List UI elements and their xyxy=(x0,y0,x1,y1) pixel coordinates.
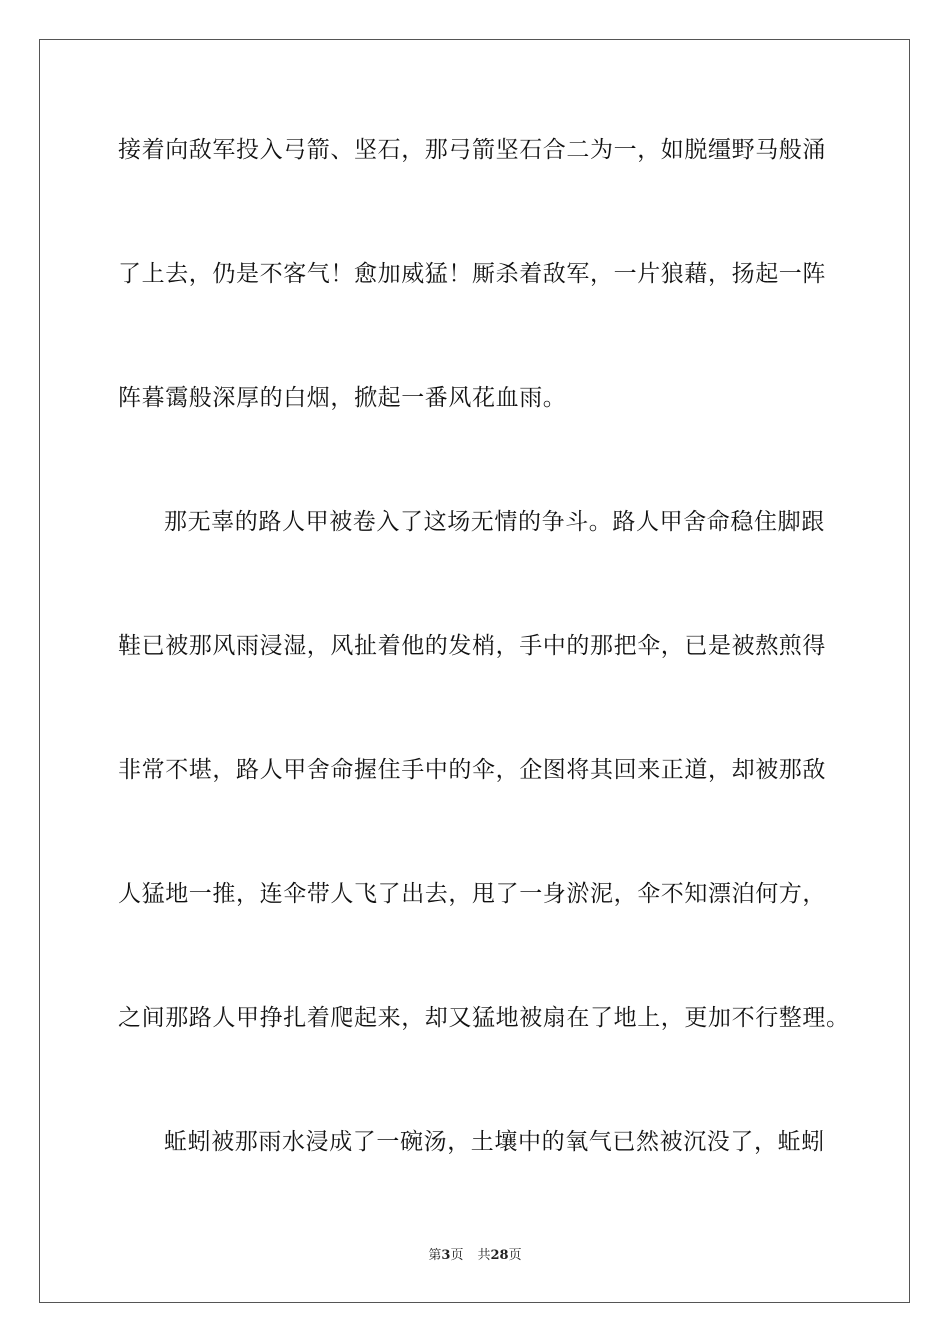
paragraph-2-line-3: 非常不堪，路人甲舍命握住手中的伞，企图将其回来正道，却被那敌 xyxy=(118,757,826,783)
footer-total-suffix: 页 xyxy=(508,1248,522,1263)
page-footer xyxy=(0,1247,950,1265)
text-line-2: 了上去，仍是不客气！愈加威猛！厮杀着敌军，一片狼藉，扬起一阵 xyxy=(118,261,826,287)
footer-page-prefix: 第 xyxy=(428,1248,442,1263)
paragraph-2-line-5: 之间那路人甲挣扎着爬起来，却又猛地被扇在了地上，更加不行整理。 xyxy=(118,1005,850,1031)
paragraph-2-line-1: 那无辜的路人甲被卷入了这场无情的争斗。路人甲舍命稳住脚跟 xyxy=(164,509,825,535)
footer-page-number: 3 xyxy=(441,1248,451,1263)
paragraph-2-line-4: 人猛地一推，连伞带人飞了出去，甩了一身淤泥，伞不知漂泊何方， xyxy=(118,881,826,907)
paragraph-2-line-2: 鞋已被那风雨浸湿，风扯着他的发梢，手中的那把伞，已是被熬煎得 xyxy=(118,633,826,659)
page-border xyxy=(39,39,910,1303)
text-line-3: 阵暮霭般深厚的白烟，掀起一番风花血雨。 xyxy=(118,385,567,411)
footer-page-suffix: 页 xyxy=(450,1248,464,1263)
paragraph-3-line-1: 蚯蚓被那雨水浸成了一碗汤，土壤中的氧气已然被沉没了，蚯蚓 xyxy=(164,1129,825,1155)
footer-total-prefix: 共 xyxy=(477,1248,491,1263)
text-line-1: 接着向敌军投入弓箭、坚石，那弓箭坚石合二为一，如脱缰野马般涌 xyxy=(118,137,826,163)
footer-total-pages: 28 xyxy=(490,1248,509,1263)
